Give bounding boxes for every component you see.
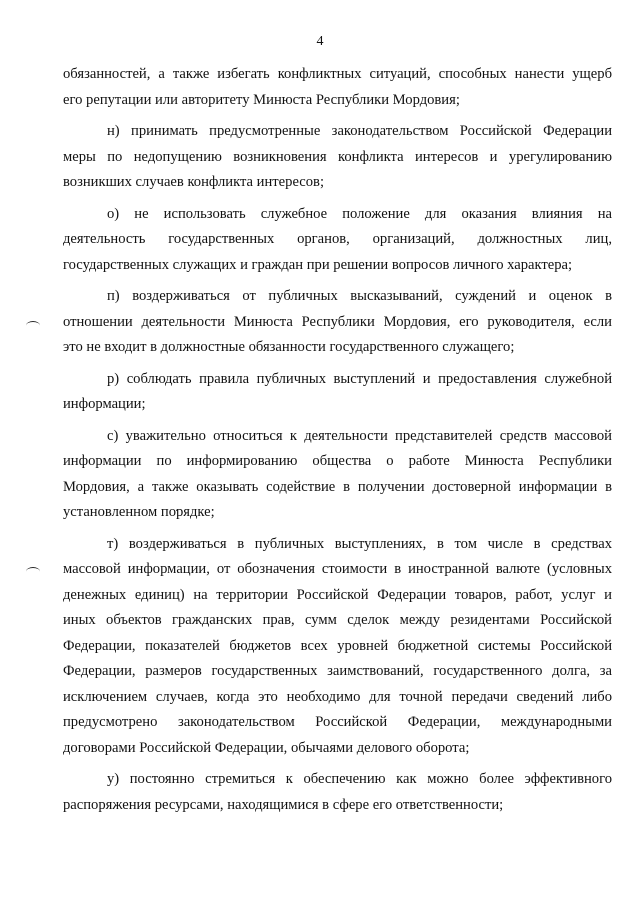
page-number: 4: [316, 34, 324, 49]
text-line: распоряжения ресурсами, находящимися в сфере его ответственности;: [63, 796, 504, 813]
text-line: р) соблюдать правила публичных выступлений и предоставления служебной: [107, 370, 612, 387]
text-line: это не входит в должностные обязанности государственного служащего;: [63, 339, 515, 355]
text-line: н) принимать предусмотренные законодательством Российской Федерации: [107, 123, 612, 139]
text-line: установленном порядке;: [63, 504, 215, 520]
text-line: Федерации, размеров государственных заимствований, государственного долга, за: [63, 663, 612, 679]
paragraph-item-t: [63, 532, 612, 762]
text-line: Федерации, показателей бюджетов всех уровней бюджетной системы Российской: [63, 637, 612, 654]
paragraph-item-n: [63, 119, 612, 196]
text-line: государственных служащих и граждан при решении вопросов личного характера;: [63, 256, 573, 273]
text-line: с) уважительно относиться к деятельности представителей средств массовой: [107, 427, 612, 444]
paragraph-item-o: [63, 202, 612, 279]
text-line: массовой информации, от обозначения стоимости в иностранной валюте (условных: [63, 561, 612, 577]
text-line: информации;: [63, 396, 146, 412]
text-line: обязанностей, а также избегать конфликтных ситуаций, способных нанести ущерб: [63, 66, 612, 82]
text-line: его репутации или авторитету Минюста Республики Мордовия;: [63, 91, 460, 108]
paragraph-continuation: [63, 62, 612, 113]
text-line: возникших случаев конфликта интересов;: [63, 174, 324, 190]
margin-hole-mark: [26, 567, 40, 576]
margin-hole-mark: [26, 321, 40, 330]
text-line: у) постоянно стремиться к обеспечению как можно более эффективного: [107, 771, 612, 787]
paragraph-item-u: [63, 767, 612, 818]
text-line: меры по недопущению возникновения конфликта интересов и урегулированию: [63, 148, 612, 165]
text-line: договорами Российской Федерации, обычаями делового оборота;: [63, 739, 470, 756]
text-line: предусмотрено законодательством Российской Федерации, международными: [63, 714, 612, 730]
text-line: т) воздерживаться в публичных выступлениях, в том числе в средствах: [107, 535, 612, 552]
paragraph-item-s: [63, 424, 612, 526]
text-line: деятельность государственных органов, организаций, должностных лиц,: [63, 231, 612, 247]
text-line: исключением случаев, когда это необходимо для точной передачи сведений либо: [63, 688, 612, 705]
text-line: денежных единиц) на территории Российской Федерации товаров, работ, услуг и: [63, 586, 612, 603]
text-line: иных объектов гражданских прав, сумм сделок между резидентами Российской: [63, 612, 612, 628]
text-line: Мордовия, а также оказывать содействие в получении достоверной информации в: [63, 478, 612, 495]
text-line: о) не использовать служебное положение для оказания влияния на: [107, 205, 612, 222]
text-line: п) воздерживаться от публичных высказываний, суждений и оценок в: [107, 288, 612, 304]
paragraph-item-r: [63, 367, 612, 418]
text-line: информации по информированию общества о работе Минюста Республики: [63, 453, 612, 469]
text-line: отношении деятельности Минюста Республики Мордовия, его руководителя, если: [63, 313, 612, 330]
document-body: [63, 62, 612, 824]
paragraph-item-p: [63, 284, 612, 361]
